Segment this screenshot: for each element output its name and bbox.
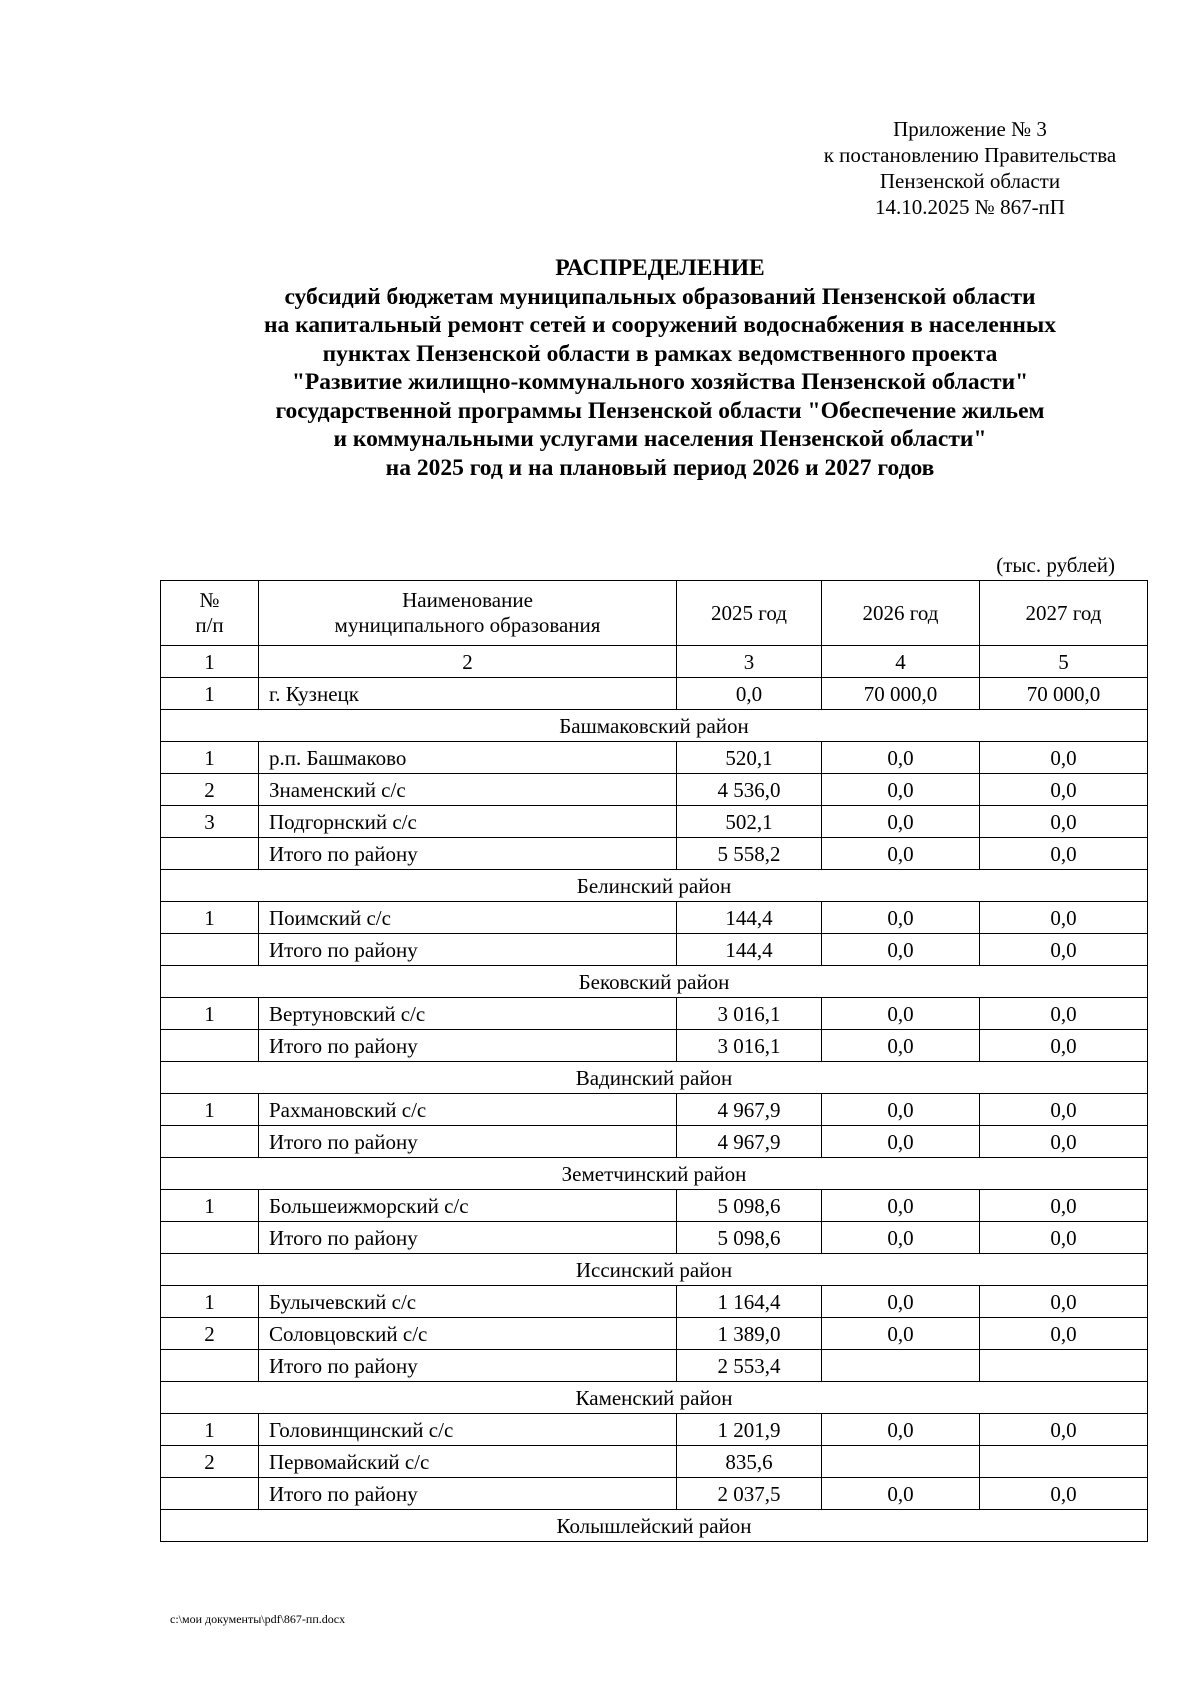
value-2027: 0,0 <box>980 998 1148 1030</box>
row-number <box>161 1478 259 1510</box>
document-title <box>140 254 1180 482</box>
municipality-name: р.п. Башмаково <box>259 742 677 774</box>
row-number <box>161 934 259 966</box>
district-section-row <box>161 870 1148 902</box>
value-2025: 835,6 <box>677 1446 822 1478</box>
value-2027: 0,0 <box>980 1286 1148 1318</box>
value-2027: 0,0 <box>980 806 1148 838</box>
value-2026: 0,0 <box>822 934 980 966</box>
column-number: 3 <box>677 646 822 678</box>
district-name: Бековский район <box>161 966 1148 998</box>
municipality-name: Вертуновский с/с <box>259 998 677 1030</box>
table-row <box>161 1318 1148 1350</box>
value-2025: 4 536,0 <box>677 774 822 806</box>
district-section-row <box>161 1158 1148 1190</box>
municipality-name: Итого по району <box>259 1030 677 1062</box>
value-2025: 2 553,4 <box>677 1350 822 1382</box>
district-total-row <box>161 838 1148 870</box>
value-2027: 0,0 <box>980 838 1148 870</box>
row-number <box>161 1222 259 1254</box>
district-total-row <box>161 1030 1148 1062</box>
row-number: 1 <box>161 1414 259 1446</box>
value-2027: 0,0 <box>980 1030 1148 1062</box>
value-2027: 0,0 <box>980 1414 1148 1446</box>
value-2026: 0,0 <box>822 838 980 870</box>
value-2025: 2 037,5 <box>677 1478 822 1510</box>
header-name <box>259 581 677 646</box>
municipality-name: Большеижморский с/с <box>259 1190 677 1222</box>
municipality-name: Итого по району <box>259 934 677 966</box>
value-2026: 0,0 <box>822 806 980 838</box>
value-2025: 5 558,2 <box>677 838 822 870</box>
municipality-name: Итого по району <box>259 1350 677 1382</box>
district-total-row <box>161 1478 1148 1510</box>
value-2027 <box>980 1446 1148 1478</box>
district-section-row <box>161 710 1148 742</box>
district-name: Иссинский район <box>161 1254 1148 1286</box>
municipality-name: Итого по району <box>259 1126 677 1158</box>
value-2026: 0,0 <box>822 1478 980 1510</box>
appendix-line: к постановлению Правительства <box>823 143 1117 167</box>
row-number: 3 <box>161 806 259 838</box>
municipality-name: Итого по району <box>259 1478 677 1510</box>
row-number <box>161 838 259 870</box>
header-2026: 2026 год <box>822 581 980 646</box>
column-number: 2 <box>259 646 677 678</box>
municipality-name: Рахмановский с/с <box>259 1094 677 1126</box>
value-2027: 0,0 <box>980 1478 1148 1510</box>
title-line: на 2025 год и на плановый период 2026 и 2027 годов <box>385 454 935 481</box>
municipality-name: Знаменский с/с <box>259 774 677 806</box>
value-2026: 70 000,0 <box>822 678 980 710</box>
municipality-name: г. Кузнецк <box>259 678 677 710</box>
district-name: Башмаковский район <box>161 710 1148 742</box>
column-number: 1 <box>161 646 259 678</box>
column-number: 5 <box>980 646 1148 678</box>
municipality-name: Подгорнский с/с <box>259 806 677 838</box>
row-number <box>161 1030 259 1062</box>
value-2026 <box>822 1446 980 1478</box>
district-section-row <box>161 1510 1148 1542</box>
value-2026: 0,0 <box>822 1286 980 1318</box>
row-number <box>161 1126 259 1158</box>
district-name: Каменский район <box>161 1382 1148 1414</box>
municipality-name: Итого по району <box>259 838 677 870</box>
row-number: 2 <box>161 774 259 806</box>
district-total-row <box>161 1350 1148 1382</box>
municipality-name: Соловцовский с/с <box>259 1318 677 1350</box>
value-2025: 144,4 <box>677 902 822 934</box>
district-total-row <box>161 1222 1148 1254</box>
header-2025: 2025 год <box>677 581 822 646</box>
table-row <box>161 806 1148 838</box>
table-row <box>161 1094 1148 1126</box>
municipality-name: Головинщинский с/с <box>259 1414 677 1446</box>
value-2027: 0,0 <box>980 1126 1148 1158</box>
district-section-row <box>161 1382 1148 1414</box>
appendix-block <box>760 116 1180 220</box>
value-2025: 520,1 <box>677 742 822 774</box>
appendix-line: Пензенской области <box>879 169 1061 193</box>
title-line: субсидий бюджетам муниципальных образований Пензенской области <box>284 283 1036 310</box>
value-2027: 0,0 <box>980 1094 1148 1126</box>
value-2026: 0,0 <box>822 774 980 806</box>
value-2025: 5 098,6 <box>677 1190 822 1222</box>
row-number: 1 <box>161 1190 259 1222</box>
value-2026: 0,0 <box>822 1414 980 1446</box>
header-num-line1: № <box>199 588 220 612</box>
column-number-row <box>161 646 1148 678</box>
table-row <box>161 1446 1148 1478</box>
value-2025: 1 389,0 <box>677 1318 822 1350</box>
value-2025: 4 967,9 <box>677 1094 822 1126</box>
district-total-row <box>161 934 1148 966</box>
value-2027: 70 000,0 <box>980 678 1148 710</box>
value-2027 <box>980 1350 1148 1382</box>
header-name-line1: Наименование <box>402 588 533 612</box>
title-line: РАСПРЕДЕЛЕНИЕ <box>555 255 765 281</box>
value-2026 <box>822 1350 980 1382</box>
table-row <box>161 774 1148 806</box>
table-header-row <box>161 581 1148 646</box>
units-label: (тыс. рублей) <box>996 553 1115 577</box>
row-number: 1 <box>161 678 259 710</box>
value-2026: 0,0 <box>822 1030 980 1062</box>
district-name: Колышлейский район <box>161 1510 1148 1542</box>
row-number: 2 <box>161 1318 259 1350</box>
district-section-row <box>161 966 1148 998</box>
title-line: на капитальный ремонт сетей и сооружений водоснабжения в населенных <box>264 312 1056 338</box>
value-2026: 0,0 <box>822 902 980 934</box>
table-row <box>161 998 1148 1030</box>
municipality-name: Первомайский с/с <box>259 1446 677 1478</box>
municipality-name: Поимский с/с <box>259 902 677 934</box>
column-number: 4 <box>822 646 980 678</box>
table-row <box>161 678 1148 710</box>
district-name: Земетчинский район <box>161 1158 1148 1190</box>
table-row <box>161 1286 1148 1318</box>
value-2025: 502,1 <box>677 806 822 838</box>
title-line: и коммунальными услугами населения Пензенской области" <box>333 426 987 452</box>
value-2027: 0,0 <box>980 934 1148 966</box>
municipality-name: Итого по району <box>259 1222 677 1254</box>
district-section-row <box>161 1062 1148 1094</box>
value-2026: 0,0 <box>822 1094 980 1126</box>
value-2027: 0,0 <box>980 774 1148 806</box>
value-2025: 4 967,9 <box>677 1126 822 1158</box>
value-2027: 0,0 <box>980 1222 1148 1254</box>
district-total-row <box>161 1126 1148 1158</box>
value-2026: 0,0 <box>822 1126 980 1158</box>
title-line: пунктах Пензенской области в рамках ведомственного проекта <box>322 340 998 367</box>
value-2026: 0,0 <box>822 742 980 774</box>
row-number: 1 <box>161 1094 259 1126</box>
value-2025: 1 164,4 <box>677 1286 822 1318</box>
title-line: "Развитие жилищно-коммунального хозяйства Пензенской области" <box>291 369 1029 395</box>
value-2026: 0,0 <box>822 1190 980 1222</box>
table-row <box>161 1190 1148 1222</box>
row-number: 1 <box>161 742 259 774</box>
district-section-row <box>161 1254 1148 1286</box>
header-2027: 2027 год <box>980 581 1148 646</box>
value-2025: 1 201,9 <box>677 1414 822 1446</box>
header-num-line2: п/п <box>195 613 224 637</box>
value-2026: 0,0 <box>822 998 980 1030</box>
value-2027: 0,0 <box>980 902 1148 934</box>
value-2027: 0,0 <box>980 1318 1148 1350</box>
value-2025: 0,0 <box>677 678 822 710</box>
value-2025: 3 016,1 <box>677 998 822 1030</box>
header-name-line2: муниципального образования <box>334 613 601 637</box>
table-row <box>161 742 1148 774</box>
value-2026: 0,0 <box>822 1318 980 1350</box>
appendix-line: 14.10.2025 № 867-пП <box>875 195 1065 219</box>
appendix-line: Приложение № 3 <box>893 117 1047 141</box>
value-2025: 5 098,6 <box>677 1222 822 1254</box>
table-row <box>161 1414 1148 1446</box>
header-num <box>161 581 259 646</box>
municipality-name: Булычевский с/с <box>259 1286 677 1318</box>
distribution-table <box>160 580 1148 1542</box>
district-name: Белинский район <box>161 870 1148 902</box>
value-2026: 0,0 <box>822 1222 980 1254</box>
value-2025: 144,4 <box>677 934 822 966</box>
value-2025: 3 016,1 <box>677 1030 822 1062</box>
district-name: Вадинский район <box>161 1062 1148 1094</box>
table-row <box>161 902 1148 934</box>
title-line: государственной программы Пензенской области "Обеспечение жильем <box>275 397 1045 424</box>
row-number <box>161 1350 259 1382</box>
row-number: 1 <box>161 998 259 1030</box>
value-2027: 0,0 <box>980 742 1148 774</box>
row-number: 1 <box>161 902 259 934</box>
value-2027: 0,0 <box>980 1190 1148 1222</box>
row-number: 2 <box>161 1446 259 1478</box>
row-number: 1 <box>161 1286 259 1318</box>
file-path-footer: c:\мои документы\pdf\867-пп.docx <box>170 1612 346 1626</box>
